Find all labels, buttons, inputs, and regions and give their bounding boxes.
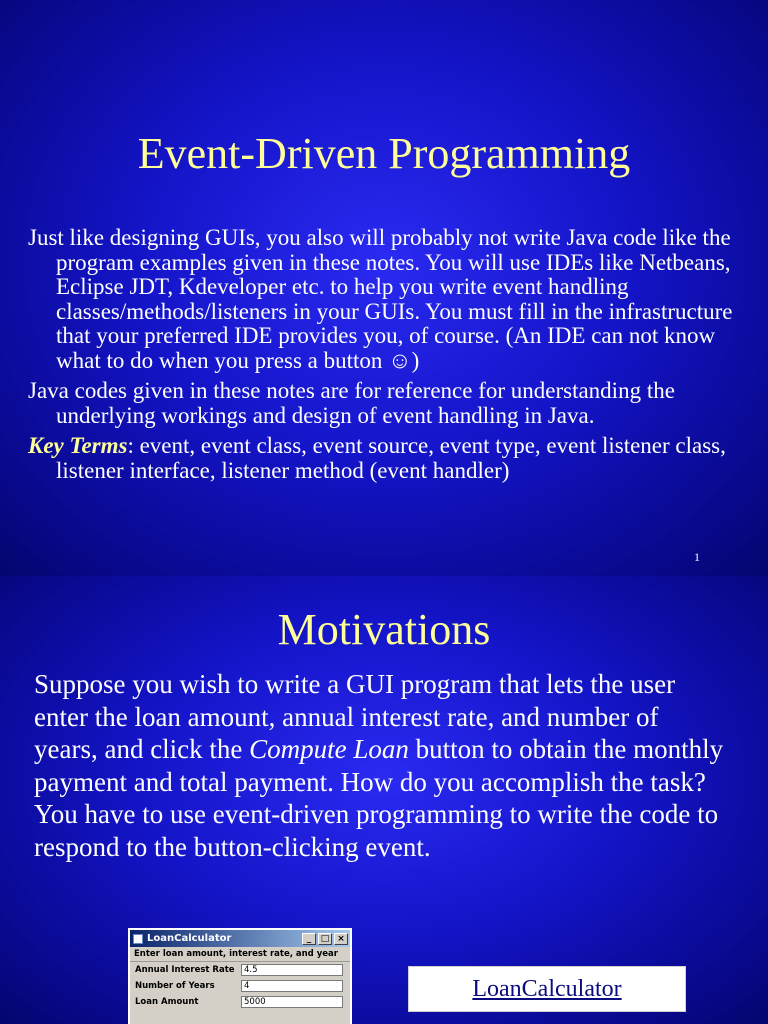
interest-rate-label: Annual Interest Rate — [135, 965, 235, 975]
key-terms-text: : event, event class, event source, event type, event listener class, listener interface, listener method (event handler) — [56, 433, 726, 483]
loan-amount-label: Loan Amount — [135, 997, 199, 1007]
maximize-button[interactable]: □ — [318, 933, 332, 945]
close-button[interactable]: × — [334, 933, 348, 945]
form-row-years — [130, 978, 350, 994]
motivation-paragraph — [34, 668, 724, 863]
loan-calculator-link-box — [408, 966, 686, 1012]
loan-calculator-window — [128, 928, 352, 1024]
java-app-icon — [133, 934, 143, 944]
bullet-reference: Java codes given in these notes are for reference for understanding the underlying workings and design of event handling in Java. — [28, 378, 675, 428]
minimize-button[interactable]: _ — [302, 933, 316, 945]
slide-number: 1 — [694, 550, 700, 564]
bullet-ide: Just like designing GUIs, you also will probably not write Java code like the program examples given in these notes. You will use IDEs like Netbeans, Eclipse JDT, Kdeveloper etc. to help you write event handling classes/methods/listeners in your GUIs. You must fill in the infrastructure that your preferred IDE provides you, of course. (An IDE can not know what to do when you press a button ☺) — [28, 225, 733, 373]
slide-title: Event-Driven Programming — [137, 129, 631, 178]
key-terms-label: Key Terms — [28, 433, 128, 458]
compute-loan-emphasis: Compute Loan — [249, 734, 409, 764]
form-row-loan-amount — [130, 994, 350, 1010]
interest-rate-field[interactable]: 4.5 — [241, 964, 343, 976]
window-prompt: Enter loan amount, interest rate, and year — [130, 947, 350, 962]
slide-motivations — [0, 576, 768, 1024]
window-title: LoanCalculator — [147, 933, 232, 944]
loan-calculator-link[interactable]: LoanCalculator — [472, 975, 622, 1002]
years-label: Number of Years — [135, 981, 215, 991]
form-row-interest-rate — [130, 962, 350, 978]
years-field[interactable]: 4 — [241, 980, 343, 992]
loan-amount-field[interactable]: 5000 — [241, 996, 343, 1008]
slide-title: Motivations — [277, 605, 491, 654]
motivation-text-before: Suppose you wish to write a GUI program that lets the user enter the loan amount, annual interest rate, and number of years, and click the — [34, 669, 676, 764]
bullet-key-terms — [28, 434, 748, 483]
bullet-list — [28, 226, 748, 489]
motivation-text-after: button to obtain the monthly payment and total payment. How do you accomplish the task? You have to use event-driven programming to write the code to respond to the button-clicking event. — [34, 734, 724, 862]
window-titlebar[interactable] — [130, 930, 350, 947]
